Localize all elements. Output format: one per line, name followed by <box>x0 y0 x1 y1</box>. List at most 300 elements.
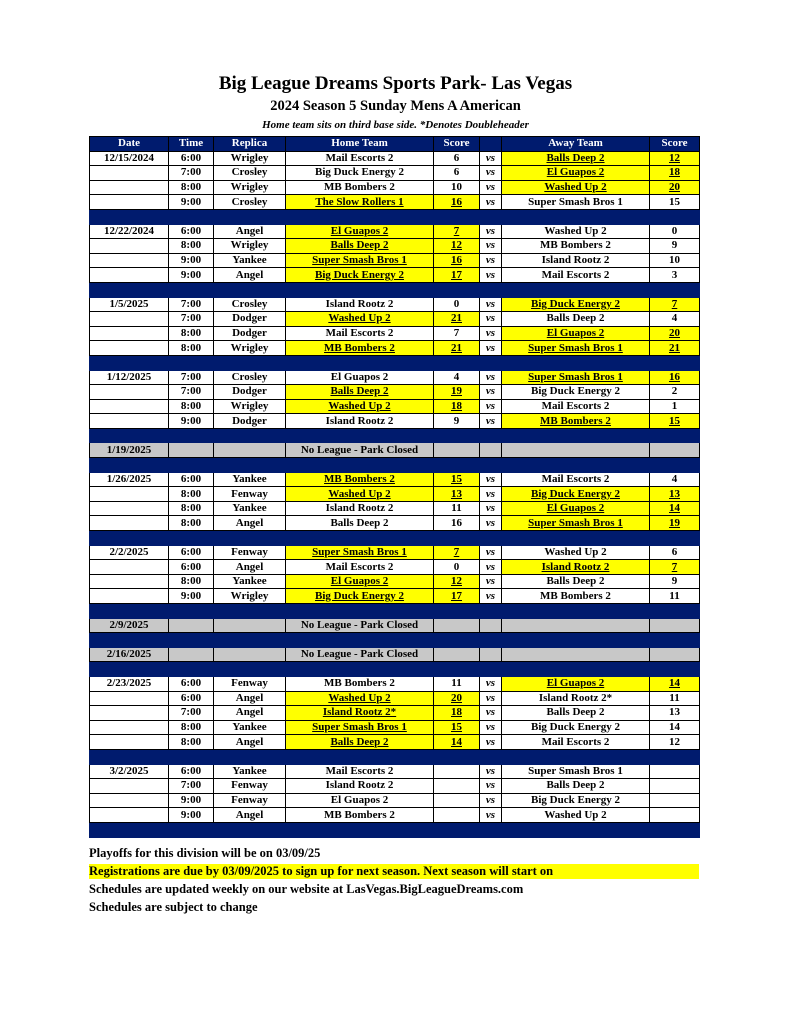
replica-cell: Wrigley <box>214 341 286 356</box>
home-score-cell: 17 <box>434 268 480 283</box>
home-score-cell <box>434 808 480 823</box>
separator-cell <box>169 604 214 619</box>
away-score-cell: 9 <box>650 239 700 254</box>
week-separator <box>90 531 700 546</box>
table-row <box>90 574 700 589</box>
separator-cell <box>169 428 214 443</box>
table-row <box>90 676 700 691</box>
away-score-cell: 19 <box>650 516 700 531</box>
home-team-cell: Big Duck Energy 2 <box>286 166 434 181</box>
home-team-cell: Island Rootz 2 <box>286 297 434 312</box>
separator-cell <box>286 282 434 297</box>
time-cell: 8:00 <box>169 501 214 516</box>
vs-cell: vs <box>480 239 502 254</box>
week-separator <box>90 633 700 648</box>
time-cell: 6:00 <box>169 151 214 166</box>
time-cell: 6:00 <box>169 224 214 239</box>
home-team-cell: Washed Up 2 <box>286 691 434 706</box>
home-score-cell <box>434 779 480 794</box>
away-team-cell: Mail Escorts 2 <box>502 472 650 487</box>
separator-cell <box>169 531 214 546</box>
away-score-cell: 7 <box>650 297 700 312</box>
vs-cell: vs <box>480 779 502 794</box>
date-cell <box>90 414 169 429</box>
home-team-cell: Island Rootz 2 <box>286 779 434 794</box>
week-separator <box>90 428 700 443</box>
week-separator <box>90 355 700 370</box>
time-cell: 9:00 <box>169 268 214 283</box>
separator-cell <box>502 633 650 648</box>
home-team-cell: El Guapos 2 <box>286 224 434 239</box>
separator-cell <box>502 531 650 546</box>
away-score-cell: 3 <box>650 268 700 283</box>
home-score-cell: 9 <box>434 414 480 429</box>
col-header-date: Date <box>90 137 169 152</box>
home-team-cell: Super Smash Bros 1 <box>286 545 434 560</box>
separator-cell <box>90 355 169 370</box>
away-team-cell: Washed Up 2 <box>502 180 650 195</box>
home-score-cell <box>434 443 480 458</box>
home-team-cell: Balls Deep 2 <box>286 239 434 254</box>
vs-cell: vs <box>480 151 502 166</box>
replica-cell: Wrigley <box>214 239 286 254</box>
separator-cell <box>90 428 169 443</box>
week-separator <box>90 458 700 473</box>
vs-cell: vs <box>480 560 502 575</box>
away-score-cell: 14 <box>650 676 700 691</box>
home-team-cell: Mail Escorts 2 <box>286 326 434 341</box>
table-row <box>90 501 700 516</box>
separator-cell <box>169 209 214 224</box>
away-team-cell: Super Smash Bros 1 <box>502 764 650 779</box>
separator-cell <box>650 282 700 297</box>
table-header-row <box>90 137 700 152</box>
separator-cell <box>90 458 169 473</box>
separator-cell <box>90 662 169 677</box>
date-cell <box>90 706 169 721</box>
vs-cell: vs <box>480 268 502 283</box>
separator-cell <box>480 458 502 473</box>
time-cell: 9:00 <box>169 808 214 823</box>
replica-cell: Angel <box>214 268 286 283</box>
away-score-cell: 16 <box>650 370 700 385</box>
vs-cell: vs <box>480 166 502 181</box>
replica-cell: Fenway <box>214 676 286 691</box>
table-row <box>90 516 700 531</box>
vs-cell: vs <box>480 808 502 823</box>
separator-cell <box>502 428 650 443</box>
time-cell: 7:00 <box>169 297 214 312</box>
separator-cell <box>214 209 286 224</box>
home-team-cell: Mail Escorts 2 <box>286 560 434 575</box>
header-note: Home team sits on third base side. *Denotes Doubleheader <box>262 119 529 131</box>
away-team-cell: Super Smash Bros 1 <box>502 516 650 531</box>
date-cell <box>90 735 169 750</box>
footer-disclaimer: Schedules are subject to change <box>89 900 258 914</box>
separator-cell <box>286 633 434 648</box>
col-header-home-team: Home Team <box>286 137 434 152</box>
col-header-time: Time <box>169 137 214 152</box>
table-row <box>90 560 700 575</box>
time-cell: 8:00 <box>169 574 214 589</box>
time-cell: 8:00 <box>169 341 214 356</box>
away-score-cell: 14 <box>650 501 700 516</box>
table-row <box>90 370 700 385</box>
table-row <box>90 779 700 794</box>
replica-cell: Wrigley <box>214 589 286 604</box>
home-team-cell: Washed Up 2 <box>286 399 434 414</box>
week-separator <box>90 749 700 764</box>
vs-cell: vs <box>480 516 502 531</box>
col-header-away-team: Away Team <box>502 137 650 152</box>
away-score-cell <box>650 793 700 808</box>
separator-cell <box>90 209 169 224</box>
date-cell <box>90 691 169 706</box>
home-score-cell: 13 <box>434 487 480 502</box>
replica-cell: Crosley <box>214 195 286 210</box>
separator-cell <box>650 531 700 546</box>
separator-cell <box>286 428 434 443</box>
separator-cell <box>434 531 480 546</box>
separator-cell <box>214 749 286 764</box>
vs-cell: vs <box>480 691 502 706</box>
home-team-cell: Island Rootz 2 <box>286 414 434 429</box>
date-cell <box>90 180 169 195</box>
time-cell: 9:00 <box>169 195 214 210</box>
replica-cell: Fenway <box>214 487 286 502</box>
away-team-cell: MB Bombers 2 <box>502 414 650 429</box>
vs-cell <box>480 443 502 458</box>
away-team-cell: Big Duck Energy 2 <box>502 297 650 312</box>
vs-cell: vs <box>480 297 502 312</box>
away-team-cell: Balls Deep 2 <box>502 151 650 166</box>
home-team-cell: Mail Escorts 2 <box>286 764 434 779</box>
date-cell <box>90 487 169 502</box>
table-row <box>90 239 700 254</box>
separator-cell <box>502 662 650 677</box>
date-cell: 12/15/2024 <box>90 151 169 166</box>
col-header-replica: Replica <box>214 137 286 152</box>
date-cell: 12/22/2024 <box>90 224 169 239</box>
away-score-cell: 9 <box>650 574 700 589</box>
separator-cell <box>650 749 700 764</box>
separator-cell <box>286 822 434 837</box>
table-row <box>90 166 700 181</box>
date-cell <box>90 779 169 794</box>
col-header-away-score: Score <box>650 137 700 152</box>
vs-cell: vs <box>480 341 502 356</box>
away-score-cell: 13 <box>650 487 700 502</box>
replica-cell: Crosley <box>214 166 286 181</box>
replica-cell <box>214 443 286 458</box>
separator-cell <box>434 749 480 764</box>
table-row <box>90 326 700 341</box>
time-cell: 9:00 <box>169 414 214 429</box>
table-row <box>90 268 700 283</box>
separator-cell <box>650 458 700 473</box>
away-score-cell <box>650 618 700 633</box>
home-team-cell: Washed Up 2 <box>286 312 434 327</box>
away-team-cell: Super Smash Bros 1 <box>502 195 650 210</box>
away-team-cell: Balls Deep 2 <box>502 574 650 589</box>
date-cell: 1/19/2025 <box>90 443 169 458</box>
away-team-cell <box>502 443 650 458</box>
replica-cell: Dodger <box>214 326 286 341</box>
replica-cell: Angel <box>214 808 286 823</box>
date-cell: 2/9/2025 <box>90 618 169 633</box>
away-team-cell: Super Smash Bros 1 <box>502 341 650 356</box>
home-score-cell: 7 <box>434 326 480 341</box>
separator-cell <box>480 531 502 546</box>
separator-cell <box>434 428 480 443</box>
col-header-vs <box>480 137 502 152</box>
home-score-cell: 18 <box>434 399 480 414</box>
separator-cell <box>169 749 214 764</box>
date-cell: 2/2/2025 <box>90 545 169 560</box>
date-cell: 2/16/2025 <box>90 647 169 662</box>
away-score-cell <box>650 647 700 662</box>
week-separator <box>90 604 700 619</box>
home-score-cell: 6 <box>434 151 480 166</box>
table-row <box>90 793 700 808</box>
table-row <box>90 735 700 750</box>
vs-cell: vs <box>480 706 502 721</box>
home-team-cell: El Guapos 2 <box>286 793 434 808</box>
col-header-home-score: Score <box>434 137 480 152</box>
replica-cell: Wrigley <box>214 399 286 414</box>
home-team-cell: Balls Deep 2 <box>286 735 434 750</box>
table-row <box>90 399 700 414</box>
separator-cell <box>169 355 214 370</box>
table-row <box>90 472 700 487</box>
date-cell <box>90 268 169 283</box>
separator-cell <box>169 822 214 837</box>
away-score-cell: 11 <box>650 691 700 706</box>
replica-cell: Crosley <box>214 370 286 385</box>
home-team-cell: Big Duck Energy 2 <box>286 589 434 604</box>
separator-cell <box>214 662 286 677</box>
closed-message: No League - Park Closed <box>286 647 434 662</box>
date-cell <box>90 808 169 823</box>
home-score-cell: 18 <box>434 706 480 721</box>
home-score-cell: 16 <box>434 516 480 531</box>
date-cell <box>90 312 169 327</box>
replica-cell: Angel <box>214 735 286 750</box>
time-cell: 7:00 <box>169 312 214 327</box>
away-score-cell: 13 <box>650 706 700 721</box>
away-team-cell: Balls Deep 2 <box>502 779 650 794</box>
away-score-cell: 21 <box>650 341 700 356</box>
separator-cell <box>90 604 169 619</box>
vs-cell: vs <box>480 385 502 400</box>
separator-cell <box>214 355 286 370</box>
time-cell: 6:00 <box>169 472 214 487</box>
table-row <box>90 341 700 356</box>
date-cell <box>90 589 169 604</box>
vs-cell: vs <box>480 253 502 268</box>
week-separator <box>90 282 700 297</box>
away-team-cell: MB Bombers 2 <box>502 589 650 604</box>
separator-cell <box>434 604 480 619</box>
time-cell: 7:00 <box>169 385 214 400</box>
table-row <box>90 253 700 268</box>
separator-cell <box>214 604 286 619</box>
separator-cell <box>480 822 502 837</box>
separator-cell <box>286 531 434 546</box>
replica-cell: Yankee <box>214 720 286 735</box>
time-cell: 9:00 <box>169 793 214 808</box>
footer-website: Schedules are updated weekly on our website at LasVegas.BigLeagueDreams.com <box>89 882 524 896</box>
separator-cell <box>480 428 502 443</box>
replica-cell: Yankee <box>214 472 286 487</box>
time-cell <box>169 618 214 633</box>
footer-registration: Registrations are due by 03/09/2025 to sign up for next season. Next season will start on <box>89 864 699 879</box>
away-score-cell: 20 <box>650 326 700 341</box>
separator-cell <box>286 458 434 473</box>
vs-cell: vs <box>480 764 502 779</box>
home-team-cell: Balls Deep 2 <box>286 516 434 531</box>
away-score-cell: 15 <box>650 414 700 429</box>
replica-cell: Wrigley <box>214 180 286 195</box>
vs-cell: vs <box>480 735 502 750</box>
home-score-cell: 21 <box>434 312 480 327</box>
away-team-cell: Big Duck Energy 2 <box>502 487 650 502</box>
home-score-cell: 12 <box>434 574 480 589</box>
table-row <box>90 808 700 823</box>
replica-cell <box>214 618 286 633</box>
home-team-cell: Washed Up 2 <box>286 487 434 502</box>
away-score-cell: 0 <box>650 224 700 239</box>
date-cell: 1/26/2025 <box>90 472 169 487</box>
home-score-cell: 19 <box>434 385 480 400</box>
home-score-cell: 16 <box>434 195 480 210</box>
closed-row <box>90 618 700 633</box>
date-cell <box>90 793 169 808</box>
home-team-cell: El Guapos 2 <box>286 574 434 589</box>
date-cell <box>90 195 169 210</box>
away-team-cell: Washed Up 2 <box>502 224 650 239</box>
away-team-cell: Balls Deep 2 <box>502 312 650 327</box>
home-team-cell: MB Bombers 2 <box>286 676 434 691</box>
time-cell: 8:00 <box>169 180 214 195</box>
table-row <box>90 180 700 195</box>
separator-cell <box>434 282 480 297</box>
schedule-table <box>89 136 700 838</box>
date-cell <box>90 385 169 400</box>
week-separator <box>90 662 700 677</box>
replica-cell: Angel <box>214 224 286 239</box>
vs-cell: vs <box>480 326 502 341</box>
separator-cell <box>90 822 169 837</box>
date-cell <box>90 239 169 254</box>
vs-cell <box>480 647 502 662</box>
table-row <box>90 297 700 312</box>
table-row <box>90 706 700 721</box>
away-team-cell: El Guapos 2 <box>502 676 650 691</box>
home-score-cell: 15 <box>434 472 480 487</box>
week-separator <box>90 209 700 224</box>
time-cell: 6:00 <box>169 560 214 575</box>
vs-cell: vs <box>480 414 502 429</box>
separator-cell <box>286 749 434 764</box>
replica-cell: Angel <box>214 691 286 706</box>
home-score-cell: 17 <box>434 589 480 604</box>
separator-cell <box>480 604 502 619</box>
table-row <box>90 589 700 604</box>
time-cell: 7:00 <box>169 706 214 721</box>
separator-cell <box>90 282 169 297</box>
replica-cell: Dodger <box>214 385 286 400</box>
separator-cell <box>650 662 700 677</box>
away-score-cell <box>650 443 700 458</box>
replica-cell: Fenway <box>214 779 286 794</box>
away-score-cell <box>650 764 700 779</box>
replica-cell: Yankee <box>214 501 286 516</box>
away-score-cell: 7 <box>650 560 700 575</box>
away-team-cell: Balls Deep 2 <box>502 706 650 721</box>
table-row <box>90 691 700 706</box>
date-cell <box>90 516 169 531</box>
time-cell <box>169 647 214 662</box>
home-score-cell: 20 <box>434 691 480 706</box>
away-score-cell: 12 <box>650 151 700 166</box>
separator-cell <box>502 282 650 297</box>
home-score-cell <box>434 764 480 779</box>
schedule-body <box>90 151 700 837</box>
away-score-cell: 4 <box>650 312 700 327</box>
replica-cell: Yankee <box>214 574 286 589</box>
separator-cell <box>502 749 650 764</box>
home-score-cell: 10 <box>434 180 480 195</box>
separator-cell <box>434 355 480 370</box>
away-team-cell: Big Duck Energy 2 <box>502 793 650 808</box>
date-cell <box>90 501 169 516</box>
replica-cell: Crosley <box>214 297 286 312</box>
time-cell: 6:00 <box>169 764 214 779</box>
home-team-cell: MB Bombers 2 <box>286 472 434 487</box>
away-score-cell: 15 <box>650 195 700 210</box>
home-score-cell: 12 <box>434 239 480 254</box>
away-score-cell: 10 <box>650 253 700 268</box>
separator-cell <box>480 662 502 677</box>
away-team-cell: Big Duck Energy 2 <box>502 385 650 400</box>
home-score-cell: 21 <box>434 341 480 356</box>
time-cell: 8:00 <box>169 326 214 341</box>
home-team-cell: MB Bombers 2 <box>286 180 434 195</box>
home-team-cell: MB Bombers 2 <box>286 808 434 823</box>
away-team-cell: El Guapos 2 <box>502 166 650 181</box>
away-team-cell: MB Bombers 2 <box>502 239 650 254</box>
date-cell: 3/2/2025 <box>90 764 169 779</box>
separator-cell <box>214 458 286 473</box>
away-team-cell: Washed Up 2 <box>502 808 650 823</box>
separator-cell <box>434 662 480 677</box>
away-score-cell: 20 <box>650 180 700 195</box>
table-row <box>90 720 700 735</box>
home-score-cell <box>434 793 480 808</box>
home-score-cell: 0 <box>434 560 480 575</box>
replica-cell: Angel <box>214 560 286 575</box>
footer-playoffs: Playoffs for this division will be on 03/09/25 <box>89 846 321 860</box>
vs-cell: vs <box>480 370 502 385</box>
home-score-cell: 16 <box>434 253 480 268</box>
replica-cell: Yankee <box>214 253 286 268</box>
vs-cell: vs <box>480 180 502 195</box>
closed-message: No League - Park Closed <box>286 618 434 633</box>
separator-cell <box>650 355 700 370</box>
vs-cell: vs <box>480 399 502 414</box>
table-row <box>90 487 700 502</box>
